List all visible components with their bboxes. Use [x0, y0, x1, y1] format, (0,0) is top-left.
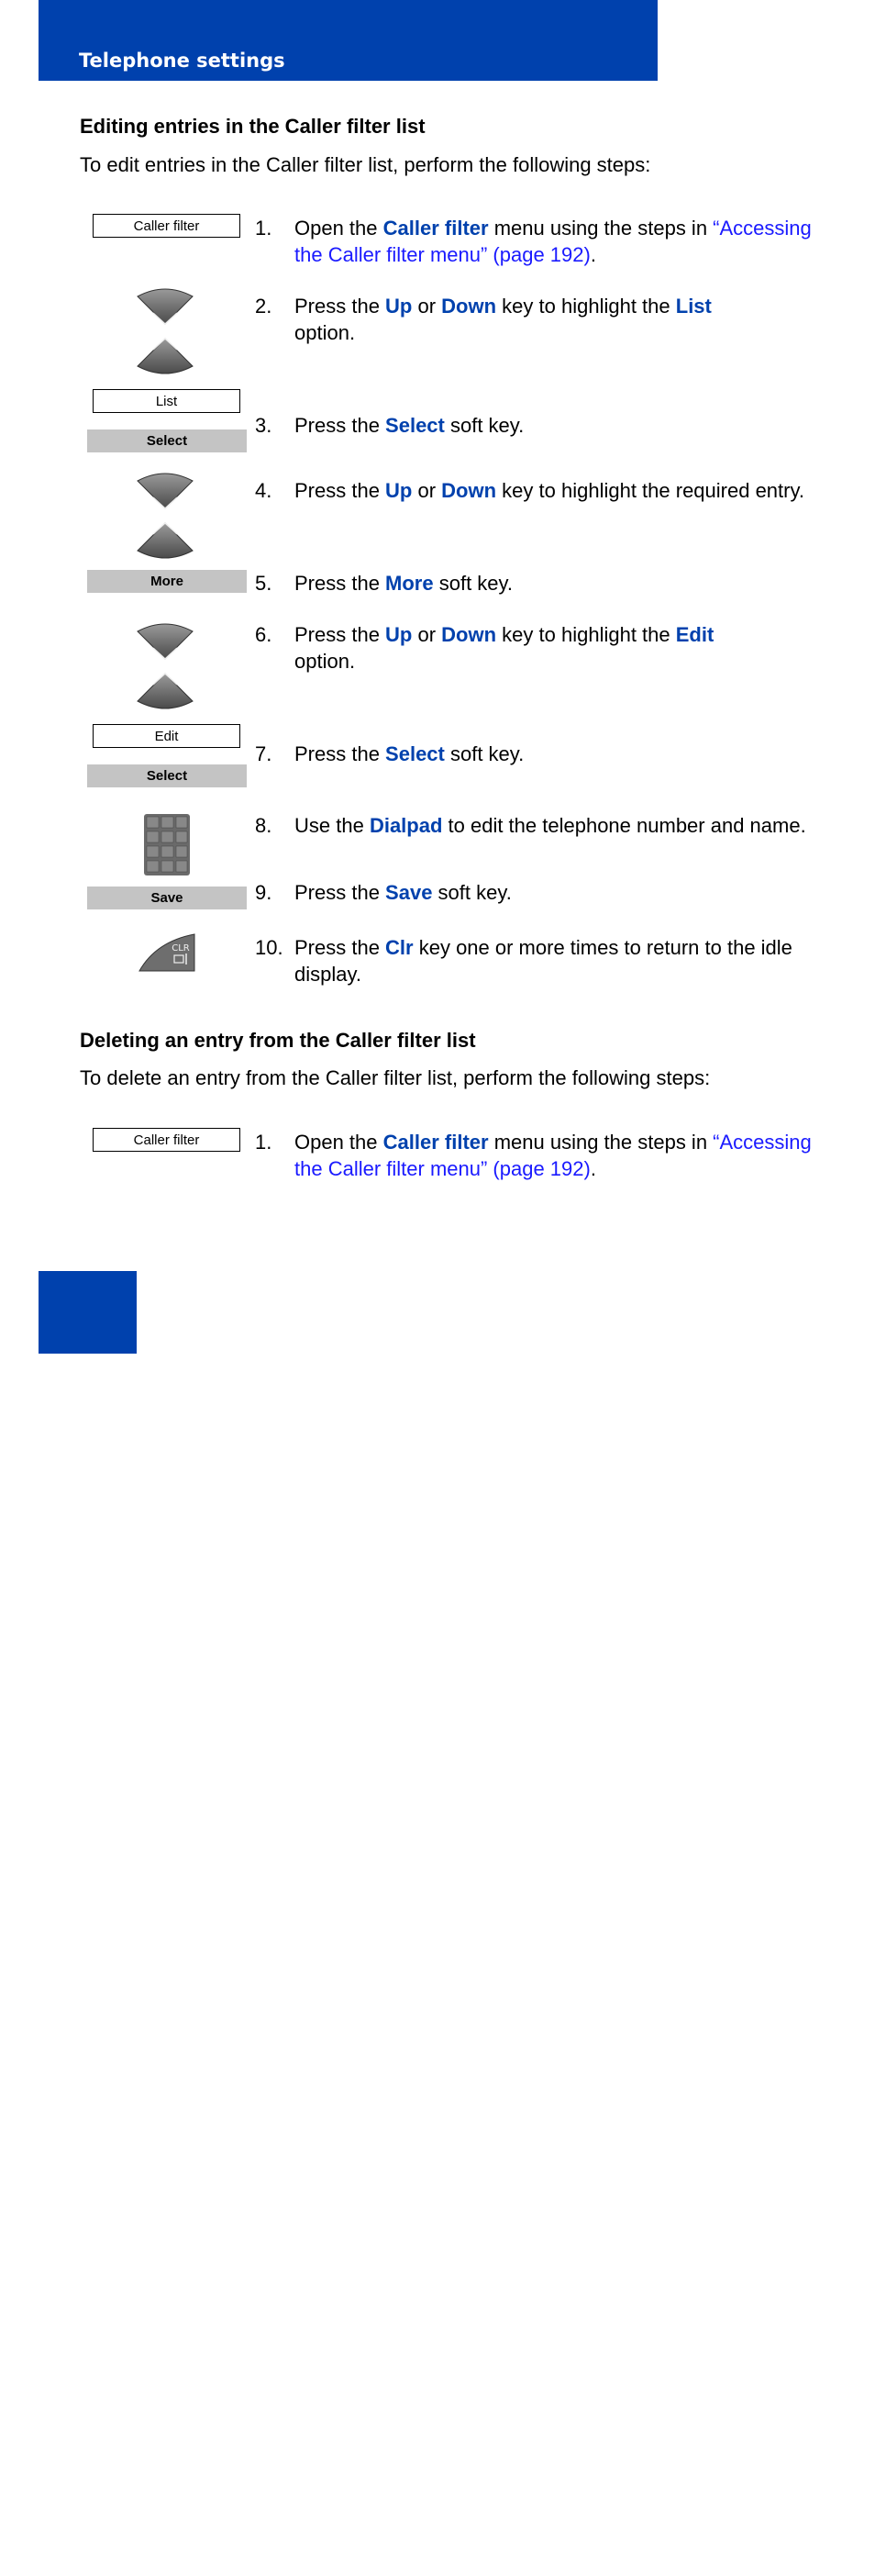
display-edit: Edit	[93, 724, 240, 748]
dialpad-icon	[144, 814, 190, 875]
select-softkey: Select	[87, 764, 247, 787]
select-softkey: Select	[87, 429, 247, 452]
clr-key-label: CLR	[172, 943, 190, 953]
section-heading-delete: Deleting an entry from the Caller filter list	[80, 1029, 476, 1052]
display-caller-filter: Caller filter	[93, 1128, 240, 1152]
page-number: 194	[81, 2554, 121, 2576]
header-title: Telephone settings	[79, 50, 285, 72]
section-intro-delete: To delete an entry from the Caller filter list, perform the following steps:	[80, 1066, 711, 1089]
save-softkey: Save	[87, 887, 247, 909]
nav-key-icon	[133, 285, 197, 377]
display-list: List	[93, 389, 240, 413]
header-bar	[39, 0, 658, 81]
nav-key-icon	[133, 470, 197, 562]
link-accessing-caller-filter-menu[interactable]: “Accessing the Caller filter menu” (page 192)	[294, 217, 812, 266]
section-heading-edit: Editing entries in the Caller filter list	[80, 115, 426, 138]
section-intro-edit: To edit entries in the Caller filter list, perform the following steps:	[80, 153, 651, 176]
clr-key-icon	[138, 932, 196, 973]
page-number-box	[39, 1271, 137, 2576]
link-accessing-caller-filter-menu[interactable]: “Accessing the Caller filter menu” (page 192)	[294, 1131, 812, 1180]
nav-key-icon	[133, 620, 197, 712]
more-softkey: More	[87, 570, 247, 593]
display-caller-filter: Caller filter	[93, 214, 240, 238]
